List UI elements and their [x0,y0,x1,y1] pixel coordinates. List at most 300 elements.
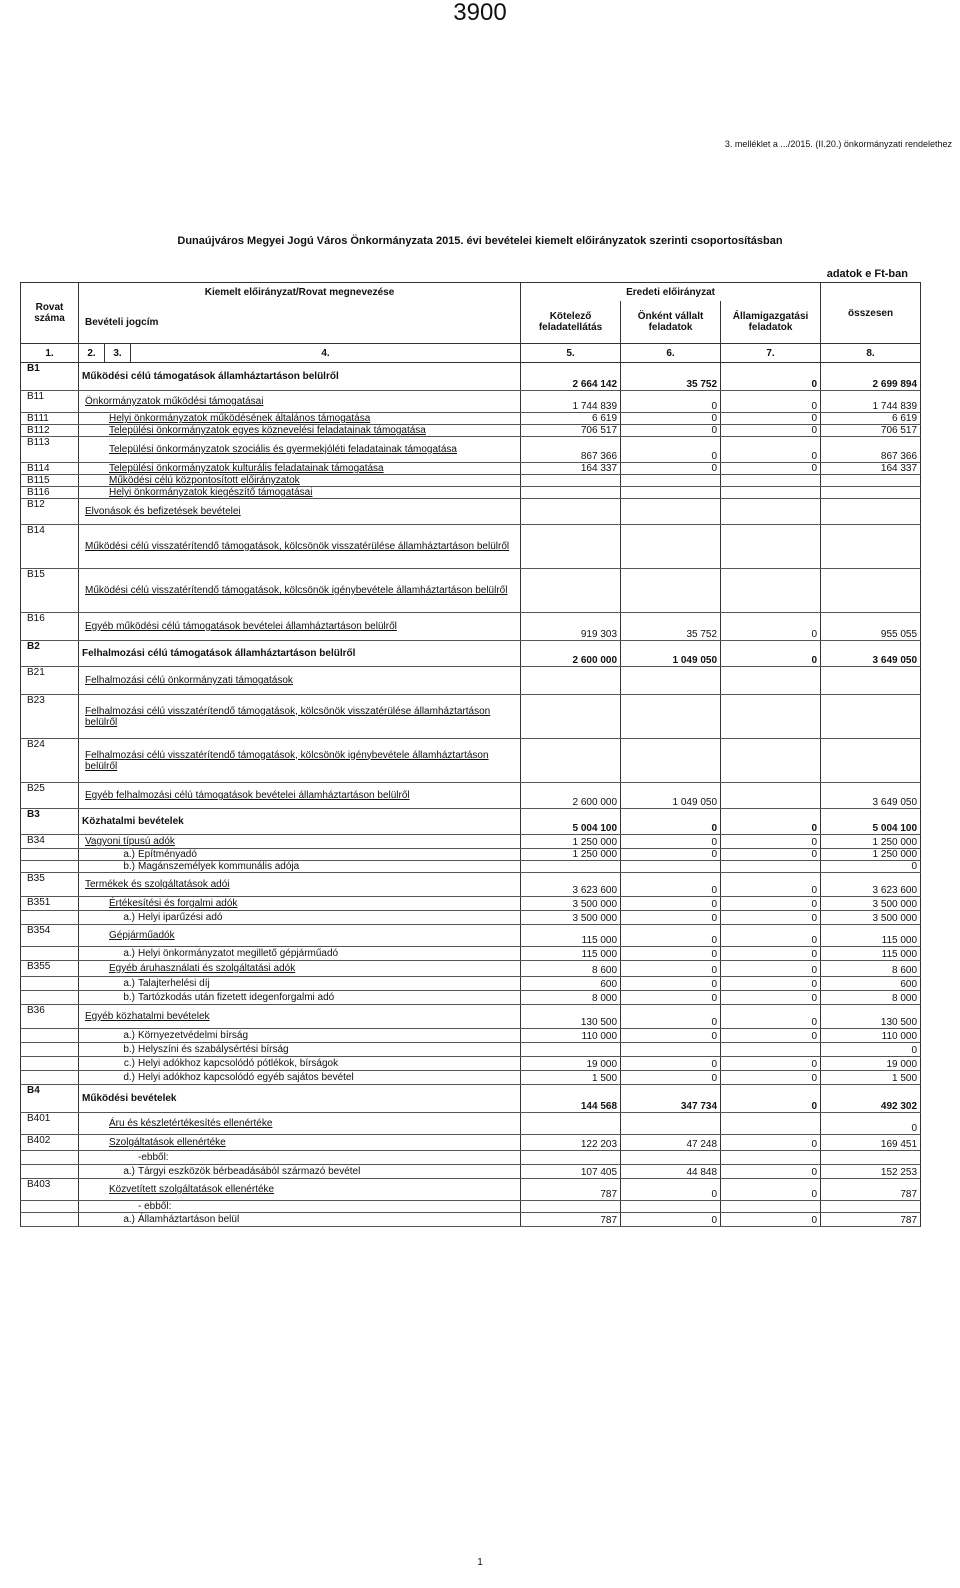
value-c5 [521,499,621,525]
header-rovat: Rovat száma [21,283,79,344]
table-row [21,475,921,487]
rovat-code: B12 [21,499,79,525]
value-c5: 164 337 [521,463,621,475]
value-c5: 122 203 [521,1135,621,1151]
table-row [21,1179,921,1201]
value-c8: 492 302 [821,1085,921,1113]
rovat-code [21,1151,79,1165]
value-c8: 1 500 [821,1071,921,1085]
rovat-code: B25 [21,783,79,809]
item-label: Építményadó [138,849,197,860]
table-row [21,925,921,947]
rovat-code [21,947,79,961]
table-row [21,1085,921,1113]
rovat-code: B23 [21,695,79,739]
item-name [79,961,521,977]
value-c8 [821,1201,921,1213]
table-row [21,1029,921,1043]
table-row [21,463,921,475]
item-label: Gépjárműadók [109,930,175,941]
annex-label: 3. melléklet a .../2015. (II.20.) önkormányzati rendelethez [724,139,952,149]
item-label: Működési bevételek [82,1093,177,1104]
item-name [79,695,521,739]
item-label: Egyéb működési célú támogatások bevételei államháztartáson belülről [85,621,397,632]
header-bevjogcim: Bevételi jogcím [79,301,521,344]
value-c5 [521,1201,621,1213]
item-label: Vagyoni típusú adók [85,836,175,847]
item-label: Helyi önkormányzatok működésének általános támogatása [109,413,371,424]
col-number: 1. [21,344,79,363]
value-c5: 600 [521,977,621,991]
value-c7: 0 [721,1005,821,1029]
rovat-code: B403 [21,1179,79,1201]
value-c7 [721,1113,821,1135]
value-c8: 1 250 000 [821,849,921,861]
table-row [21,695,921,739]
value-c5: 2 664 142 [521,363,621,391]
value-c5: 115 000 [521,947,621,961]
value-c7: 0 [721,947,821,961]
item-name [79,1071,521,1085]
value-c6: 0 [621,835,721,849]
value-c7: 0 [721,613,821,641]
value-c7 [721,1043,821,1057]
item-name [79,1113,521,1135]
rovat-code: B115 [21,475,79,487]
value-c6: 0 [621,873,721,897]
rovat-code [21,861,79,873]
value-c7: 0 [721,991,821,1005]
item-label: Önkormányzatok működési támogatásai [85,396,264,407]
value-c6: 0 [621,991,721,1005]
value-c8: 3 649 050 [821,641,921,667]
table-row [21,613,921,641]
value-c8: 169 451 [821,1135,921,1151]
rovat-code: B354 [21,925,79,947]
rovat-code: B114 [21,463,79,475]
item-label: Felhalmozási célú önkormányzati támogatások [85,675,293,686]
item-label: Szolgáltatások ellenértéke [109,1137,226,1148]
item-name [79,391,521,413]
value-c6: 1 049 050 [621,783,721,809]
value-c7: 0 [721,463,821,475]
item-label: Közvetített szolgáltatások ellenértéke [109,1184,275,1195]
value-c5: 130 500 [521,1005,621,1029]
item-label: Tárgyi eszközök bérbeadásából származó bevétel [138,1166,361,1177]
value-c5: 110 000 [521,1029,621,1043]
rovat-code: B112 [21,425,79,437]
value-c6 [621,569,721,613]
value-c8: 3 500 000 [821,897,921,911]
value-c8: 867 366 [821,437,921,463]
rovat-code [21,1043,79,1057]
value-c6: 0 [621,897,721,911]
value-c5: 706 517 [521,425,621,437]
sub-label: a.) [123,1166,135,1177]
item-name [79,475,521,487]
table-row [21,1043,921,1057]
value-c7 [721,739,821,783]
item-name [79,463,521,475]
value-c7: 0 [721,1029,821,1043]
value-c8: 110 000 [821,1029,921,1043]
value-c5: 3 623 600 [521,873,621,897]
value-c8 [821,475,921,487]
value-c8: 8 600 [821,961,921,977]
header-allamig: Államigazgatási feladatok [721,301,821,344]
table-row [21,641,921,667]
item-name [79,911,521,925]
value-c5 [521,1151,621,1165]
table-row [21,897,921,911]
value-c5 [521,1113,621,1135]
item-name [79,977,521,991]
item-name [79,991,521,1005]
item-name [79,499,521,525]
value-c6 [621,1151,721,1165]
rovat-code [21,1057,79,1071]
header-osszesen: összesen [821,283,921,344]
value-c8 [821,667,921,695]
table-row [21,739,921,783]
item-label: Államháztartáson belül [138,1214,240,1225]
sub-label: b.) [123,1044,135,1055]
item-label: Talajterhelési díj [138,978,210,989]
value-c8: 19 000 [821,1057,921,1071]
item-name [79,613,521,641]
sub-label: a.) [123,978,135,989]
table-row [21,861,921,873]
value-c8: 787 [821,1213,921,1227]
value-c8 [821,569,921,613]
table-row [21,1113,921,1135]
value-c5: 1 250 000 [521,835,621,849]
item-label: Helyi önkormányzatot megillető gépjárműadó [138,948,339,959]
rovat-code [21,1071,79,1085]
value-c6: 0 [621,977,721,991]
value-c6: 0 [621,437,721,463]
value-c6: 35 752 [621,363,721,391]
item-label: Tartózkodás után fizetett idegenforgalmi adó [138,992,335,1003]
table-row [21,911,921,925]
value-c7: 0 [721,911,821,925]
value-c8: 600 [821,977,921,991]
value-c7: 0 [721,1213,821,1227]
table-row [21,1213,921,1227]
rovat-code: B11 [21,391,79,413]
table-row [21,1201,921,1213]
rovat-code [21,1213,79,1227]
value-c5 [521,739,621,783]
value-c7: 0 [721,1135,821,1151]
value-c6: 0 [621,1029,721,1043]
col-number: 3. [105,344,131,363]
value-c8: 0 [821,1043,921,1057]
header-eredeti: Eredeti előirányzat [521,283,821,302]
value-c6: 0 [621,947,721,961]
value-c7: 0 [721,641,821,667]
value-c6: 0 [621,1005,721,1029]
value-c6 [621,1113,721,1135]
budget-table [20,282,921,1227]
value-c7: 0 [721,925,821,947]
value-c6: 0 [621,911,721,925]
item-label: Elvonások és befizetések bevételei [85,506,241,517]
value-c8: 2 699 894 [821,363,921,391]
value-c5: 107 405 [521,1165,621,1179]
value-c6 [621,695,721,739]
value-c5: 867 366 [521,437,621,463]
table-row [21,991,921,1005]
item-name [79,641,521,667]
item-label: Áru és készletértékesítés ellenértéke [109,1118,273,1129]
col-number: 4. [131,344,521,363]
item-name [79,873,521,897]
value-c8: 8 000 [821,991,921,1005]
value-c6 [621,475,721,487]
item-label: Működési célú visszatérítendő támogatások, kölcsönök igénybevétele államháztartáson belülről [85,585,508,596]
value-c5: 1 744 839 [521,391,621,413]
item-label: - ebből: [138,1201,172,1212]
sub-label: b.) [123,861,135,872]
table-row [21,947,921,961]
value-c7: 0 [721,1165,821,1179]
value-c7: 0 [721,873,821,897]
value-c5: 144 568 [521,1085,621,1113]
item-label: Közhatalmi bevételek [82,816,184,827]
table-row [21,977,921,991]
item-name [79,835,521,849]
item-label: Magánszemélyek kommunális adója [138,861,300,872]
rovat-code [21,849,79,861]
footer-page-number: 1 [477,1557,483,1568]
value-c6 [621,487,721,499]
rovat-code: B16 [21,613,79,641]
value-c7 [721,667,821,695]
value-c7 [721,1201,821,1213]
value-c6 [621,1043,721,1057]
item-name [79,849,521,861]
table-row [21,849,921,861]
table-row [21,1071,921,1085]
rovat-code: B402 [21,1135,79,1151]
document-title: Dunaújváros Megyei Jogú Város Önkormányzata 2015. évi bevételei kiemelt előirányzatok szerinti csoportosításban [177,235,783,247]
value-c7: 0 [721,413,821,425]
page-number: 3900 [453,0,507,26]
value-c7: 0 [721,1057,821,1071]
value-c6: 0 [621,463,721,475]
value-c8: 115 000 [821,947,921,961]
item-name [79,1029,521,1043]
value-c5: 5 004 100 [521,809,621,835]
header-onkent: Önként vállalt feladatok [621,301,721,344]
value-c6: 0 [621,961,721,977]
rovat-code: B111 [21,413,79,425]
item-label: Egyéb felhalmozási célú támogatások bevételei államháztartáson belülről [85,790,410,801]
rovat-code: B35 [21,873,79,897]
value-c8: 3 649 050 [821,783,921,809]
value-c8 [821,1151,921,1165]
item-label: Egyéb áruhasználati és szolgáltatási adók [109,963,296,974]
table-row [21,1151,921,1165]
item-label: -ebből: [138,1152,169,1163]
item-name [79,861,521,873]
value-c8: 1 250 000 [821,835,921,849]
value-c8: 0 [821,1113,921,1135]
rovat-code [21,991,79,1005]
value-c6: 0 [621,391,721,413]
value-c8 [821,487,921,499]
rovat-code: B2 [21,641,79,667]
value-c6: 347 734 [621,1085,721,1113]
item-label: Települési önkormányzatok egyes köznevelési feladatainak támogatása [109,425,426,436]
sub-label: b.) [123,992,135,1003]
value-c8: 130 500 [821,1005,921,1029]
value-c8: 164 337 [821,463,921,475]
value-c8: 5 004 100 [821,809,921,835]
item-name [79,1201,521,1213]
rovat-code: B401 [21,1113,79,1135]
value-c8: 6 619 [821,413,921,425]
value-c5: 787 [521,1179,621,1201]
value-c7 [721,475,821,487]
rovat-code: B34 [21,835,79,849]
value-c6: 0 [621,1179,721,1201]
sub-label: a.) [123,948,135,959]
table-row [21,961,921,977]
value-c8: 115 000 [821,925,921,947]
sub-label: c.) [123,1058,135,1069]
header-kotelezo: Kötelező feladatellátás [521,301,621,344]
item-label: Értékesítési és forgalmi adók [109,898,238,909]
item-name [79,739,521,783]
value-c8 [821,525,921,569]
value-c6: 0 [621,925,721,947]
value-c8 [821,499,921,525]
value-c6: 44 848 [621,1165,721,1179]
item-label: Felhalmozási célú támogatások államháztartáson belülről [82,648,356,659]
value-c7 [721,783,821,809]
rovat-code: B24 [21,739,79,783]
value-c6 [621,525,721,569]
value-c5: 115 000 [521,925,621,947]
value-c5: 19 000 [521,1057,621,1071]
value-c7: 0 [721,961,821,977]
value-c7 [721,695,821,739]
value-c5: 3 500 000 [521,897,621,911]
value-c5: 1 250 000 [521,849,621,861]
item-label: Települési önkormányzatok kulturális feladatainak támogatása [109,463,384,474]
table-row [21,1005,921,1029]
value-c5 [521,569,621,613]
table-row [21,835,921,849]
value-c8: 706 517 [821,425,921,437]
table-row [21,499,921,525]
item-label: Működési célú támogatások államháztartáson belülről [82,371,339,382]
col-number: 8. [821,344,921,363]
item-name [79,1043,521,1057]
value-c7: 0 [721,437,821,463]
rovat-code: B355 [21,961,79,977]
value-c5 [521,861,621,873]
table-row [21,809,921,835]
item-label: Helyszíni és szabálysértési bírság [138,1044,289,1055]
value-c5 [521,667,621,695]
item-label: Helyi önkormányzatok kiegészítő támogatásai [109,487,313,498]
value-c6: 1 049 050 [621,641,721,667]
value-c8 [821,695,921,739]
item-label: Működési célú központosított előirányzatok [109,475,300,486]
rovat-code: B36 [21,1005,79,1029]
item-name [79,363,521,391]
unit-label: adatok e Ft-ban [826,268,908,280]
rovat-code: B3 [21,809,79,835]
item-name [79,1085,521,1113]
value-c6: 0 [621,425,721,437]
item-name [79,1151,521,1165]
item-label: Egyéb közhatalmi bevételek [85,1011,210,1022]
value-c5 [521,525,621,569]
value-c6: 0 [621,1057,721,1071]
value-c8: 3 623 600 [821,873,921,897]
value-c5: 787 [521,1213,621,1227]
rovat-code: B4 [21,1085,79,1113]
item-name [79,1057,521,1071]
value-c7: 0 [721,809,821,835]
rovat-code: B21 [21,667,79,695]
value-c7: 0 [721,897,821,911]
item-name [79,413,521,425]
rovat-code [21,1165,79,1179]
value-c5 [521,475,621,487]
col-number: 6. [621,344,721,363]
value-c7 [721,499,821,525]
item-name [79,925,521,947]
item-label: Helyi adókhoz kapcsolódó egyéb sajátos bevétel [138,1072,354,1083]
item-name [79,487,521,499]
value-c7: 0 [721,849,821,861]
table-row [21,1135,921,1151]
value-c8 [821,739,921,783]
value-c8: 3 500 000 [821,911,921,925]
value-c7: 0 [721,977,821,991]
value-c7 [721,861,821,873]
rovat-code [21,977,79,991]
table-row [21,569,921,613]
col-number: 2. [79,344,105,363]
sub-label: a.) [123,912,135,923]
rovat-code: B15 [21,569,79,613]
value-c6: 35 752 [621,613,721,641]
item-name [79,1135,521,1151]
item-label: Felhalmozási célú visszatérítendő támogatások, kölcsönök igénybevétele államháztartáson belülről [85,749,489,772]
value-c6: 47 248 [621,1135,721,1151]
value-c5 [521,695,621,739]
value-c7 [721,1151,821,1165]
item-label: Helyi adókhoz kapcsolódó pótlékok, bírságok [138,1058,339,1069]
item-name [79,525,521,569]
value-c5: 1 500 [521,1071,621,1085]
item-name [79,947,521,961]
value-c7 [721,525,821,569]
value-c8: 955 055 [821,613,921,641]
item-label: Helyi iparűzési adó [138,912,223,923]
value-c5: 8 000 [521,991,621,1005]
table-row [21,525,921,569]
sub-label: d.) [123,1072,135,1083]
item-name [79,809,521,835]
rovat-code: B113 [21,437,79,463]
